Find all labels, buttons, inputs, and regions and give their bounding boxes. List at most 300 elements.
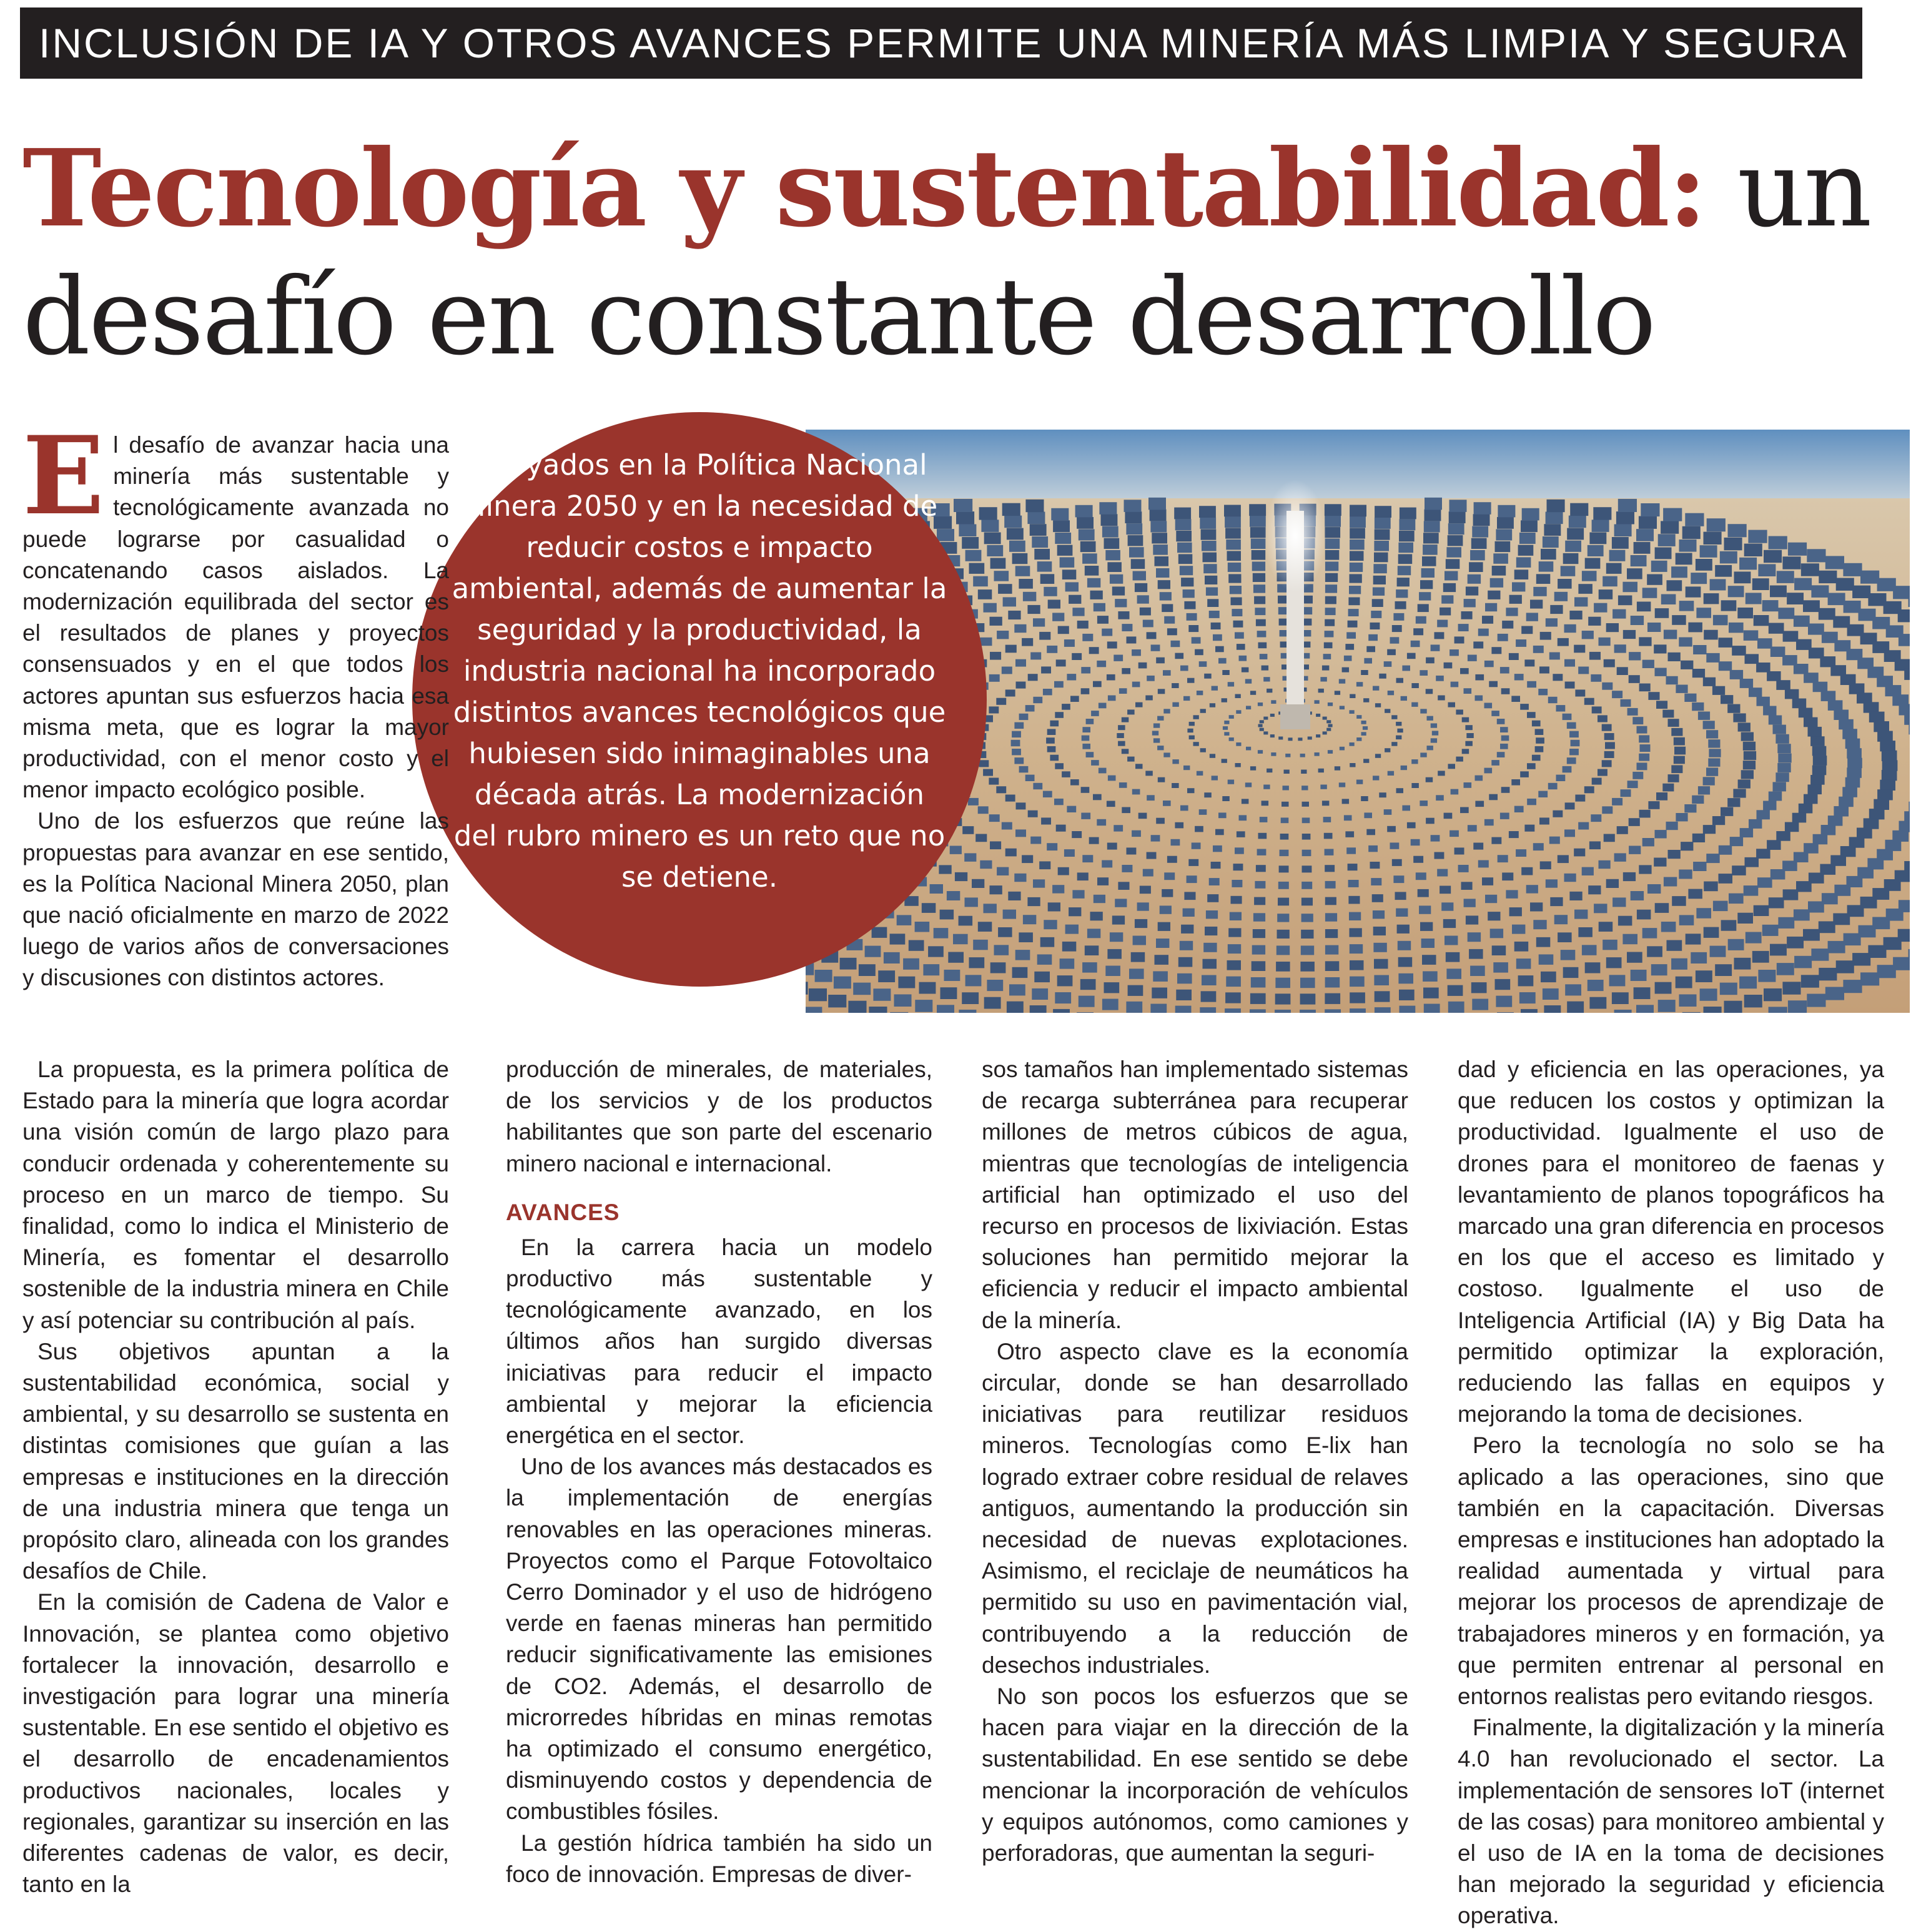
heliostat-mirror [1379, 674, 1386, 679]
heliostat-mirror [1808, 901, 1824, 912]
heliostat-mirror [1799, 804, 1813, 814]
heliostat-mirror [1171, 641, 1180, 647]
heliostat-mirror [980, 638, 992, 646]
heliostat-mirror [1845, 739, 1860, 749]
heliostat-mirror [1263, 717, 1268, 720]
heliostat-mirror [1163, 709, 1170, 713]
heliostat-mirror [1436, 795, 1444, 801]
heliostat-mirror [1316, 714, 1320, 717]
heliostat-mirror [1323, 817, 1331, 822]
heliostat-mirror [1226, 540, 1241, 550]
heliostat-mirror [1009, 984, 1025, 995]
heliostat-mirror [1110, 574, 1123, 584]
heliostat-mirror [1642, 588, 1657, 598]
heliostat-mirror [878, 970, 895, 982]
heliostat-mirror [1468, 932, 1481, 942]
heliostat-mirror [1880, 741, 1895, 751]
heliostat-mirror [1318, 689, 1324, 693]
heliostat-mirror [1448, 523, 1464, 535]
heliostat-mirror [1668, 850, 1681, 859]
heliostat-mirror [1609, 975, 1626, 986]
heliostat-mirror [1495, 541, 1511, 552]
heliostat-mirror [1744, 630, 1759, 641]
heliostat-mirror [1763, 706, 1776, 716]
heliostat-mirror [1634, 542, 1651, 554]
heliostat-mirror [1473, 641, 1483, 648]
heliostat-mirror [1140, 886, 1151, 894]
heliostat-mirror [1743, 761, 1756, 769]
heliostat-mirror [1574, 849, 1585, 857]
heliostat-mirror [1578, 822, 1589, 830]
heliostat-mirror [1328, 724, 1333, 727]
heliostat-mirror [1739, 558, 1757, 570]
heliostat-mirror [1618, 916, 1632, 926]
heliostat-mirror [1160, 905, 1172, 914]
heliostat-mirror [1107, 949, 1122, 959]
heliostat-mirror [1091, 711, 1099, 716]
heliostat-mirror [1470, 550, 1485, 561]
heliostat-mirror [962, 537, 979, 549]
heliostat-mirror [1588, 617, 1601, 626]
heliostat-mirror [1614, 525, 1632, 537]
heliostat-mirror [1192, 637, 1201, 643]
heliostat-mirror [1478, 629, 1489, 636]
heliostat-mirror [1604, 659, 1615, 668]
heliostat-mirror [1446, 968, 1461, 979]
heliostat-mirror [1056, 659, 1066, 666]
heliostat-mirror [1402, 806, 1410, 811]
heliostat-mirror [1706, 854, 1719, 863]
heliostat-mirror [1411, 759, 1418, 764]
heliostat-mirror [1223, 726, 1228, 730]
heliostat-mirror [1708, 758, 1720, 766]
heliostat-mirror [1794, 616, 1810, 627]
heliostat-mirror [1520, 771, 1529, 777]
heliostat-mirror [1235, 847, 1244, 854]
heliostat-mirror [1462, 717, 1469, 722]
heliostat-mirror [1564, 624, 1576, 633]
heliostat-mirror [990, 652, 1001, 660]
heliostat-mirror [1684, 804, 1696, 812]
heliostat-mirror [1609, 550, 1626, 561]
heliostat-mirror [1721, 920, 1737, 930]
heliostat-mirror [1794, 909, 1810, 920]
heliostat-mirror [1033, 879, 1045, 887]
heliostat-mirror [1662, 784, 1674, 792]
heliostat-mirror [1647, 623, 1661, 632]
heliostat-mirror [1519, 533, 1536, 544]
heliostat-mirror [1514, 806, 1524, 812]
heliostat-mirror [806, 1007, 822, 1013]
heliostat-mirror [1015, 566, 1030, 576]
heliostat-mirror [1769, 536, 1787, 550]
heliostat-mirror [1224, 732, 1229, 736]
heliostat-mirror [1554, 592, 1568, 601]
heliostat-mirror [1081, 688, 1090, 694]
heliostat-mirror [1213, 634, 1222, 641]
heliostat-mirror [1387, 649, 1396, 656]
heliostat-mirror [1228, 928, 1241, 937]
heliostat-mirror [1055, 763, 1064, 769]
heliostat-mirror [997, 867, 1009, 875]
heliostat-mirror [1232, 880, 1242, 887]
heliostat-mirror [1488, 912, 1500, 920]
heliostat-mirror [1632, 717, 1643, 724]
heliostat-mirror [1203, 564, 1217, 573]
heliostat-mirror [1539, 954, 1554, 965]
heliostat-mirror [1396, 678, 1404, 683]
heliostat-mirror [1118, 725, 1125, 730]
heliostat-mirror [1728, 524, 1747, 537]
heliostat-mirror [1569, 516, 1586, 528]
heliostat-mirror [1030, 837, 1041, 844]
heliostat-mirror [1108, 696, 1116, 701]
heliostat-mirror [1423, 533, 1439, 543]
heliostat-mirror [1655, 830, 1667, 838]
heliostat-mirror [1524, 659, 1534, 666]
heliostat-mirror [1033, 697, 1042, 703]
heliostat-mirror [1065, 582, 1079, 591]
heliostat-mirror [1859, 925, 1876, 938]
heliostat-mirror [1448, 1002, 1464, 1013]
heliostat-mirror [1533, 646, 1544, 653]
heliostat-mirror [1672, 615, 1686, 625]
heliostat-mirror [965, 975, 982, 986]
heliostat-mirror [1137, 902, 1149, 910]
heliostat-mirror [1225, 528, 1241, 538]
heliostat-mirror [1813, 834, 1828, 845]
heliostat-mirror [1325, 977, 1340, 988]
heliostat-mirror [1099, 703, 1107, 709]
heliostat-mirror [1147, 632, 1157, 639]
heliostat-mirror [1877, 789, 1893, 800]
heliostat-mirror [1464, 782, 1472, 788]
heliostat-mirror [1032, 536, 1048, 548]
heliostat-mirror [1777, 963, 1794, 975]
heliostat-mirror [1054, 799, 1064, 805]
heliostat-mirror [1549, 837, 1560, 844]
heliostat-mirror [1107, 641, 1117, 648]
heliostat-mirror [1558, 855, 1569, 863]
heliostat-mirror [1564, 659, 1575, 667]
heliostat-mirror [1521, 1009, 1538, 1013]
heliostat-mirror [1721, 807, 1733, 816]
heliostat-mirror [1631, 891, 1644, 900]
heliostat-mirror [1420, 922, 1433, 931]
heliostat-mirror [1497, 719, 1505, 724]
heliostat-mirror [1069, 595, 1081, 604]
heliostat-mirror [1773, 725, 1786, 734]
heliostat-mirror [1618, 499, 1637, 512]
heliostat-mirror [1316, 734, 1320, 737]
heliostat-mirror [1514, 569, 1529, 579]
heliostat-mirror [1509, 907, 1522, 916]
heliostat-mirror [1703, 721, 1715, 729]
article-paragraph: Finalmente, la digitalización y la minería 4.0 han revolucionado el sector. La implementación de sensores IoT (internet de las cosas) para monitoreo ambiental y el uso de IA en la toma de decisiones han mejorado la seguridad y eficiencia operativa. [1458, 1712, 1884, 1931]
heliostat-mirror [1022, 855, 1033, 863]
heliostat-mirror [1512, 925, 1525, 934]
heliostat-mirror [1471, 982, 1487, 993]
heliostat-mirror [1575, 689, 1585, 696]
heliostat-mirror [1126, 1002, 1142, 1013]
heliostat-mirror [1444, 936, 1458, 945]
heliostat-mirror [1681, 661, 1693, 669]
heliostat-mirror [1025, 500, 1044, 512]
heliostat-mirror [1589, 997, 1606, 1009]
heliostat-mirror [1156, 568, 1169, 578]
heliostat-mirror [1664, 630, 1677, 639]
heliostat-mirror [1086, 752, 1094, 757]
heliostat-mirror [1349, 586, 1361, 594]
heliostat-mirror [1548, 697, 1558, 703]
heliostat-mirror [1538, 791, 1548, 797]
heliostat-mirror [1533, 843, 1544, 850]
heliostat-mirror [978, 589, 992, 599]
heliostat-mirror [1228, 563, 1241, 572]
heliostat-mirror [1792, 813, 1807, 823]
heliostat-mirror [1153, 723, 1160, 727]
heliostat-mirror [1744, 751, 1756, 760]
heliostat-mirror [1511, 779, 1520, 786]
heliostat-mirror [1519, 992, 1536, 1003]
heliostat-mirror [1561, 950, 1576, 960]
heliostat-mirror [1654, 644, 1666, 653]
heliostat-mirror [1322, 801, 1330, 806]
heliostat-mirror [1526, 613, 1538, 621]
heliostat-mirror [1422, 556, 1436, 566]
heliostat-mirror [1668, 719, 1679, 727]
heliostat-mirror [1250, 993, 1266, 1004]
heliostat-mirror [873, 988, 891, 1001]
heliostat-mirror [1258, 643, 1267, 649]
heliostat-mirror [1003, 910, 1016, 919]
heliostat-mirror [1207, 894, 1218, 902]
heliostat-mirror [1589, 841, 1601, 849]
heliostat-mirror [1706, 767, 1718, 776]
heliostat-mirror [1627, 708, 1638, 716]
heliostat-mirror [1105, 966, 1120, 977]
heliostat-mirror [1423, 971, 1438, 982]
heliostat-mirror [1803, 600, 1820, 612]
heliostat-mirror [1250, 516, 1266, 527]
heliostat-mirror [1882, 751, 1897, 761]
heliostat-mirror [1520, 704, 1529, 710]
heliostat-mirror [1666, 822, 1678, 830]
heliostat-mirror [1375, 1007, 1391, 1013]
article-paragraph: dad y eficiencia en las operaciones, ya que reducen los costos y optimizan la productividad. Igualmente el uso de drones para el monitoreo de faenas y levantamiento de planos topográficos ha marcado una gran diferencia en procesos en los que el acceso es limitado y costoso. Igualmente el uso de Inteligencia Artificial (IA) y Big Data ha permitido optimizar la exploración, reduciendo las fallas en equipos y mejorando la toma de decisiones. [1458, 1054, 1884, 1430]
heliostat-mirror [1212, 686, 1218, 691]
heliostat-mirror [1350, 563, 1363, 572]
heliostat-mirror [1527, 799, 1536, 805]
heliostat-mirror [1067, 806, 1076, 812]
heliostat-mirror [1819, 921, 1835, 933]
heliostat-mirror [1464, 599, 1476, 607]
heliostat-mirror [1648, 692, 1659, 700]
heliostat-mirror [1147, 852, 1157, 859]
article-paragraph: No son pocos los esfuerzos que se hacen para viajar en la dirección de la sustentabilidad. En ese sentido se debe mencionar la incorporación de vehículos y equipos autónomos, como camiones y perforadoras, que aumentan la seguri- [982, 1681, 1408, 1869]
heliostat-mirror [1156, 939, 1169, 948]
heliostat-mirror [1729, 623, 1744, 633]
heliostat-mirror [1047, 729, 1056, 735]
heliostat-mirror [1135, 702, 1143, 707]
heliostat-mirror [1172, 683, 1179, 688]
heliostat-mirror [1027, 605, 1040, 614]
heliostat-mirror [1077, 621, 1089, 629]
heliostat-mirror [1081, 667, 1090, 673]
heliostat-mirror [1491, 647, 1501, 654]
heliostat-mirror [1606, 879, 1619, 888]
heliostat-mirror [1474, 502, 1491, 515]
heliostat-mirror [1323, 731, 1327, 734]
heliostat-mirror [1461, 882, 1473, 890]
heliostat-mirror [981, 520, 999, 532]
heliostat-mirror [1744, 995, 1762, 1007]
heliostat-mirror [1195, 826, 1203, 832]
heliostat-mirror [1361, 670, 1368, 675]
heliostat-mirror [1350, 1008, 1366, 1013]
heliostat-mirror [1565, 984, 1581, 995]
heliostat-mirror [1058, 626, 1069, 634]
heliostat-mirror [1340, 747, 1345, 751]
heliostat-mirror [1014, 722, 1024, 729]
heliostat-mirror [1656, 701, 1667, 709]
heliostat-mirror [1350, 944, 1363, 954]
heliostat-mirror [1606, 623, 1619, 632]
heliostat-mirror [1427, 746, 1433, 750]
heliostat-mirror [1485, 895, 1497, 903]
heliostat-mirror [1201, 529, 1217, 540]
heliostat-mirror [1785, 822, 1799, 832]
heliostat-mirror [1177, 543, 1192, 553]
heliostat-mirror [1350, 505, 1366, 517]
heliostat-mirror [1532, 755, 1541, 761]
heliostat-mirror [1642, 838, 1654, 846]
heliostat-mirror [1302, 865, 1312, 872]
heliostat-mirror [1345, 831, 1354, 837]
heliostat-mirror [1110, 932, 1123, 942]
heliostat-mirror [1350, 516, 1366, 528]
heliostat-mirror [1801, 563, 1819, 576]
heliostat-mirror [1491, 837, 1501, 844]
heliostat-mirror [1548, 783, 1558, 789]
heliostat-mirror [1655, 548, 1672, 559]
heliostat-mirror [1348, 880, 1359, 887]
heliostat-mirror [1180, 941, 1193, 950]
heliostat-mirror [1094, 895, 1105, 903]
heliostat-mirror [1203, 959, 1217, 969]
article-paragraph: Uno de los avances más destacados es la implementación de energías renovables en las operaciones mineras. Proyectos como el Parque Fotovoltaico Cerro Dominador y el uso de hidrógeno verde en faenas mineras han permitido reducir significativamente las emisiones de CO2. Además, el desarrollo de microrredes híbridas en minas remotas ha optimizado el consumo energético, disminuyendo costos y dependencia de combustibles fósiles. [506, 1451, 932, 1827]
heliostat-mirror [1672, 896, 1686, 906]
heliostat-mirror [1564, 874, 1576, 882]
heliostat-mirror [1012, 731, 1021, 737]
heliostat-mirror [1444, 663, 1453, 669]
article-paragraph: Sus objetivos apuntan a la sustentabilidad económica, social y ambiental, y su desarrollo se sustenta en distintas comisiones que guían a las empresas e instituciones en la dirección de una industria minera que tenga un propósito claro, alineada con los grandes desafíos de Chile. [22, 1336, 449, 1587]
heliostat-mirror [998, 584, 1012, 594]
heliostat-mirror [1420, 580, 1433, 589]
heliostat-mirror [1323, 654, 1331, 659]
heliostat-mirror [1023, 592, 1036, 601]
heliostat-mirror [1788, 543, 1807, 556]
heliostat-mirror [1511, 696, 1520, 702]
heliostat-mirror [1526, 885, 1538, 893]
heliostat-mirror [1686, 934, 1701, 944]
heliostat-mirror [1475, 696, 1483, 701]
heliostat-mirror [1174, 508, 1191, 520]
heliostat-mirror [1703, 825, 1716, 834]
heliostat-mirror [1493, 553, 1508, 564]
heliostat-mirror [1323, 717, 1327, 720]
heliostat-mirror [1498, 505, 1515, 518]
heliostat-mirror [1578, 927, 1593, 937]
heliostat-mirror [1464, 688, 1472, 694]
heliostat-mirror [1425, 498, 1442, 510]
heliostat-mirror [1536, 574, 1551, 584]
heliostat-mirror [1345, 644, 1354, 650]
heliostat-mirror [1004, 516, 1022, 528]
heliostat-mirror [1727, 798, 1740, 807]
heliostat-mirror [1554, 915, 1568, 924]
heliostat-mirror [944, 970, 961, 981]
heliostat-mirror [1325, 539, 1340, 550]
heliostat-mirror [1230, 586, 1242, 594]
heliostat-mirror [1375, 754, 1381, 758]
heliostat-mirror [1152, 533, 1167, 543]
heliostat-mirror [1077, 1012, 1094, 1013]
heliostat-mirror [1746, 932, 1762, 944]
heliostat-mirror [1302, 850, 1311, 856]
heliostat-mirror [1449, 830, 1459, 837]
heliostat-mirror [1364, 812, 1372, 818]
heliostat-mirror [1877, 965, 1896, 978]
heliostat-mirror [1396, 909, 1408, 917]
heliostat-mirror [1605, 742, 1615, 749]
heliostat-mirror [898, 977, 915, 988]
heliostat-mirror [1070, 779, 1079, 786]
heliostat-mirror [1788, 1000, 1807, 1013]
heliostat-mirror [1267, 769, 1272, 773]
heliostat-mirror [1582, 867, 1594, 875]
heliostat-mirror [1364, 658, 1372, 664]
heliostat-mirror [1324, 833, 1333, 839]
heliostat-mirror [1679, 540, 1697, 552]
heliostat-mirror [1277, 945, 1290, 955]
heliostat-mirror [953, 934, 968, 945]
heliostat-mirror [1180, 666, 1188, 671]
heliostat-mirror [1712, 816, 1725, 825]
heliostat-mirror [1639, 810, 1651, 818]
heliostat-mirror [1180, 566, 1193, 575]
heliostat-mirror [1089, 647, 1099, 654]
heliostat-mirror [1180, 806, 1188, 811]
heliostat-mirror [1160, 592, 1172, 600]
heliostat-mirror [1300, 962, 1315, 972]
heliostat-mirror [1325, 631, 1334, 637]
heliostat-mirror [1541, 972, 1556, 982]
heliostat-mirror [1497, 1012, 1514, 1013]
heliostat-mirror [1719, 845, 1732, 855]
heliostat-mirror [1202, 975, 1217, 986]
heliostat-mirror [1119, 688, 1127, 694]
article-paragraph: producción de minerales, de materiales, de los servicios y de los productos habilitantes que son parte del escenario minero nacional e internacional. [506, 1054, 932, 1180]
heliostat-mirror [1373, 776, 1379, 780]
heliostat-mirror [1152, 731, 1158, 735]
heliostat-mirror [1622, 582, 1637, 593]
heliostat-mirror [1325, 961, 1340, 971]
heliostat-mirror [1363, 726, 1368, 730]
heliostat-mirror [1082, 962, 1097, 973]
heliostat-mirror [1366, 646, 1375, 653]
heliostat-mirror [1019, 766, 1029, 772]
